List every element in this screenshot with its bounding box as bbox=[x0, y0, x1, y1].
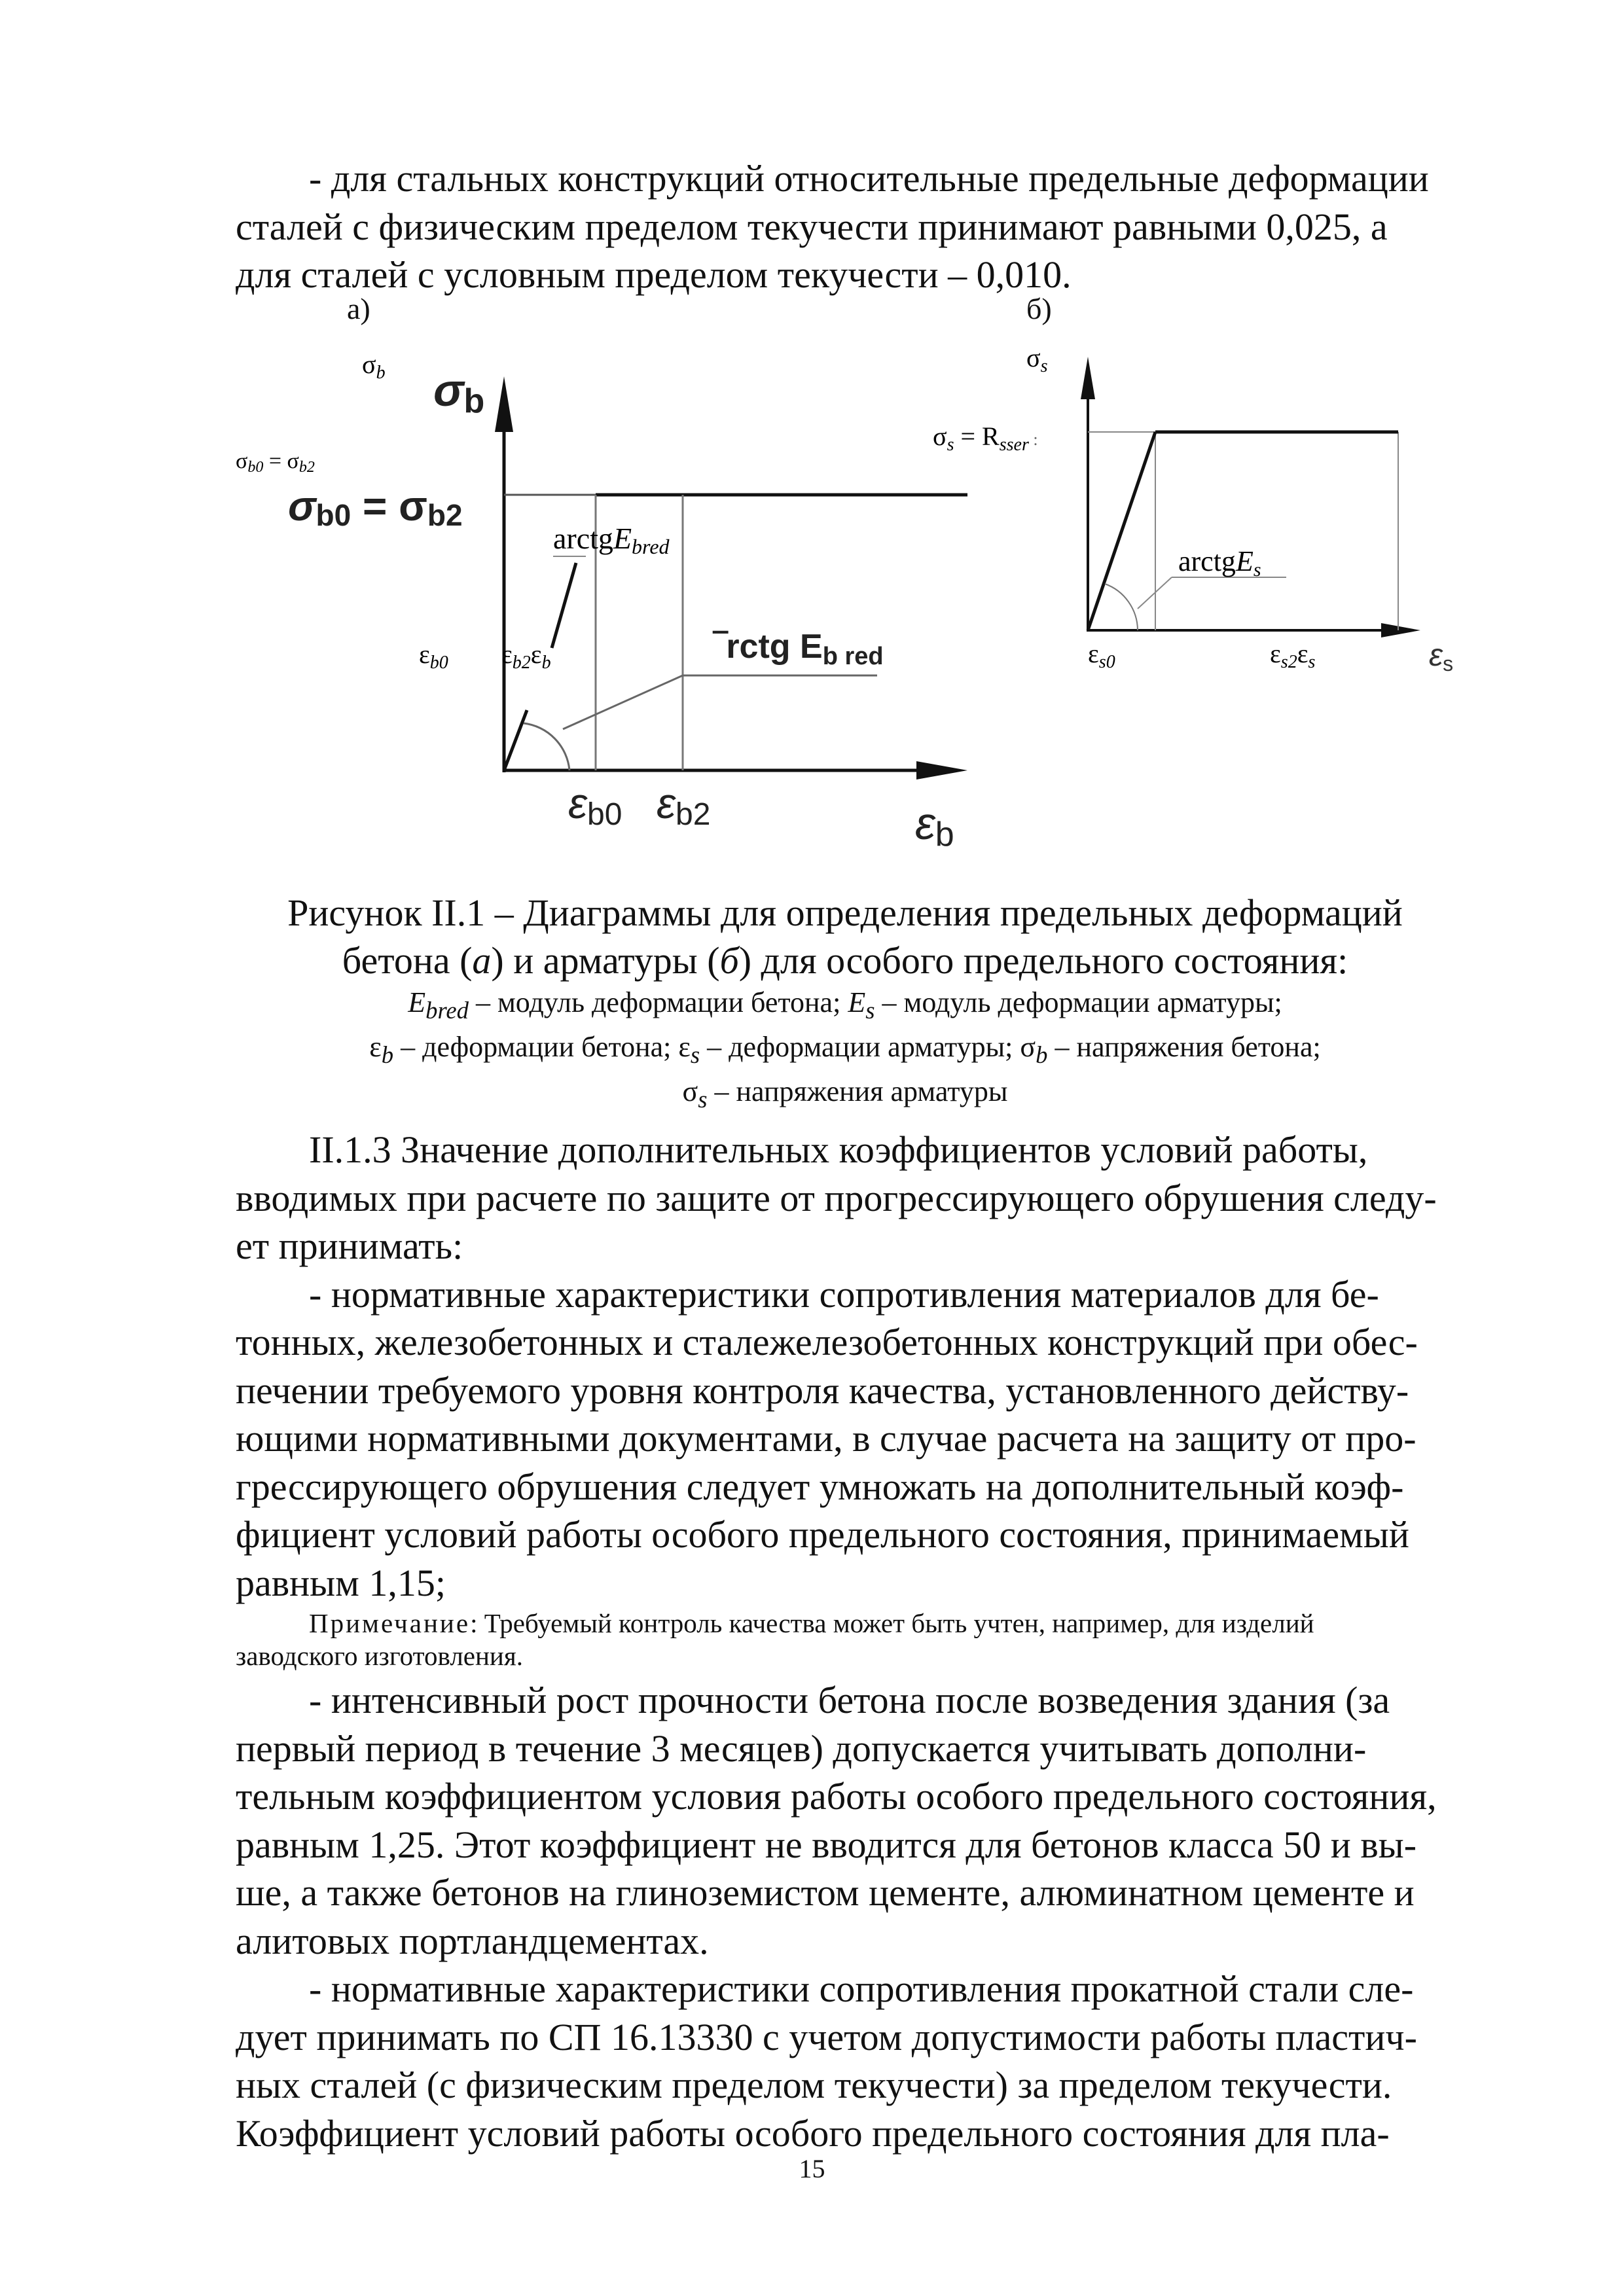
text-line: - нормативные характеристики сопротивления прокатной стали сле- bbox=[309, 1967, 1414, 2010]
figure-diagrams bbox=[0, 340, 1624, 916]
caption-text: бетона ( bbox=[342, 939, 473, 982]
label-sb0-eq-sb2-small: σb0 = σb2 bbox=[236, 449, 315, 476]
text-line: фициент условий работы особого предельного состояния, принимаемый bbox=[236, 1513, 1409, 1556]
legend-text: – модуль деформации арматуры; bbox=[875, 986, 1282, 1018]
note-label: Примечание bbox=[309, 1608, 471, 1638]
caption-text: ) и арматуры ( bbox=[491, 939, 720, 982]
caption-title: Рисунок II.1 – Диаграммы для определения предельных деформаций bbox=[287, 891, 1403, 934]
legend-symbol: σ bbox=[682, 1075, 698, 1107]
legend-text: – напряжения бетона; bbox=[1047, 1030, 1321, 1063]
caption-legend-2 bbox=[236, 1029, 1454, 1073]
text-line: вводимых при расчете по защите от прогрессирующего обрушения следу- bbox=[236, 1176, 1437, 1219]
text-line: дует принимать по СП 16.13330 с учетом допустимости работы пластич- bbox=[236, 2015, 1417, 2058]
diagram-a-y-arrow bbox=[495, 376, 513, 432]
figure-caption bbox=[236, 889, 1454, 1117]
text-line: II.1.3 Значение дополнительных коэффициентов условий работы, bbox=[309, 1128, 1368, 1171]
legend-text: – напряжения арматуры bbox=[707, 1075, 1008, 1107]
figure-label-b: б) bbox=[1026, 292, 1052, 325]
label-eps-b2-big: εb2 bbox=[657, 779, 711, 832]
diagram-b-x-arrow bbox=[1381, 623, 1420, 637]
figure-label-a: а) bbox=[347, 292, 370, 325]
label-eps-b-big: εb bbox=[915, 798, 954, 853]
text-line: тонных, железобетонных и сталежелезобетонных конструкций при обес- bbox=[236, 1321, 1418, 1363]
note-text: : bbox=[470, 1608, 484, 1638]
page-number: 15 bbox=[799, 2154, 825, 2183]
diagram-a-bilinear-rise bbox=[563, 675, 683, 729]
label-eps-s2-eps-s: $\varepsilon_{s2}\varepsilon_s$ bbox=[1270, 639, 1316, 672]
label-eps-s-big: εs bbox=[1429, 638, 1454, 675]
note-line-2: заводского изготовления. bbox=[236, 1641, 523, 1671]
diagram-b bbox=[933, 343, 1453, 675]
text-line: грессирующего обрушения следует умножать на дополнительный коэф- bbox=[236, 1465, 1404, 1508]
paragraph-steel-deformations bbox=[236, 154, 1454, 299]
text-line: - интенсивный рост прочности бетона после возведения здания (за bbox=[309, 1679, 1390, 1721]
text-line: сталей с физическим пределом текучести принимают равными 0,025, а bbox=[236, 205, 1388, 248]
caption-text: б bbox=[719, 939, 739, 982]
label-eps-b2-eps-b-small: $\varepsilon_{b2}\varepsilon_b$ bbox=[501, 639, 551, 673]
label-sigma-s: $\sigma_s$ bbox=[1026, 343, 1048, 376]
diagram-a-steep-upper bbox=[552, 563, 576, 648]
note-text: Требуемый контроль качества может быть учтен, например, для изделий bbox=[484, 1608, 1314, 1638]
body-text bbox=[236, 1126, 1454, 2157]
legend-text: – деформации бетона; ε bbox=[393, 1030, 691, 1063]
text-line: ше, а также бетонов на глиноземистом цементе, алюминатном цементе и bbox=[236, 1871, 1415, 1914]
text-line: первый период в течение 3 месяцев) допускается учитывать дополни- bbox=[236, 1727, 1367, 1770]
legend-symbol: b bbox=[381, 1041, 394, 1068]
text-line: алитовых портландцементах. bbox=[236, 1919, 709, 1962]
label-sb0-eq-sb2-big: σb0 = σb2 bbox=[288, 482, 463, 532]
label-arctg-ebred: arctgEbred bbox=[553, 522, 670, 558]
legend-symbol: E bbox=[848, 986, 866, 1018]
label-arctg-eb-red-big: ‾rctg Eb red bbox=[715, 628, 884, 670]
label-sigma-s-eq-rsser: $\sigma_s = R_{sser}$ : bbox=[933, 422, 1038, 455]
label-eps-b0-small: $\varepsilon_{b0}$ bbox=[419, 639, 448, 673]
text-line: печении требуемого уровня контроля качества, установленного действу- bbox=[236, 1369, 1409, 1412]
legend-symbol: ε bbox=[369, 1030, 382, 1063]
note-line-1 bbox=[236, 1607, 1454, 1640]
label-sigma-b-big: σb bbox=[433, 365, 485, 420]
text-line: ет принимать: bbox=[236, 1225, 463, 1267]
text-line: ющими нормативными документами, в случае расчета на защиту от про- bbox=[236, 1417, 1416, 1460]
label-eps-b0-big: εb0 bbox=[568, 779, 623, 832]
text-line: - для стальных конструкций относительные предельные деформации bbox=[309, 157, 1429, 200]
text-line: ных сталей (с физическим пределом текучести) за пределом текучести. bbox=[236, 2064, 1392, 2106]
legend-symbol: s bbox=[690, 1041, 700, 1068]
diagram-a-x-arrow bbox=[916, 761, 967, 780]
text-line: равным 1,25. Этот коэффициент не вводится для бетонов класса 50 и вы- bbox=[236, 1823, 1417, 1866]
diagram-b-y-arrow bbox=[1081, 357, 1095, 399]
label-sigma-b-small: $\sigma_b$ bbox=[362, 350, 386, 383]
diagram-b-elastic bbox=[1088, 432, 1155, 630]
label-eps-s0: $\varepsilon_{s0}$ bbox=[1088, 639, 1115, 672]
caption-legend-1 bbox=[236, 984, 1454, 1029]
legend-symbol: b bbox=[1036, 1041, 1048, 1068]
text-line: равным 1,15; bbox=[236, 1561, 446, 1604]
caption-text: ) для особого предельного состояния: bbox=[738, 939, 1348, 982]
text-line: тельным коэффициентом условия работы особого предельного состояния, bbox=[236, 1775, 1437, 1818]
legend-symbol: bred bbox=[425, 996, 469, 1024]
diagram-a-steep-lower bbox=[504, 710, 527, 770]
legend-symbol: s bbox=[865, 996, 875, 1024]
legend-symbol: s bbox=[698, 1085, 708, 1113]
caption-text: а bbox=[472, 939, 492, 982]
legend-text: – деформации арматуры; σ bbox=[700, 1030, 1036, 1063]
legend-symbol: E bbox=[408, 986, 426, 1018]
text-line: Коэффициент условий работы особого предельного состояния для пла- bbox=[236, 2111, 1390, 2155]
diagram-a-angle-arc bbox=[524, 723, 569, 770]
text-line: - нормативные характеристики сопротивления материалов для бе- bbox=[309, 1272, 1379, 1316]
text-line: для сталей с условным пределом текучести – 0,010. bbox=[236, 253, 1072, 296]
label-arctg-es: arctgEs bbox=[1178, 545, 1261, 581]
caption-legend-3 bbox=[236, 1073, 1454, 1118]
legend-text: – модуль деформации бетона; bbox=[468, 986, 848, 1018]
diagram-b-angle-arc bbox=[1105, 584, 1138, 630]
caption-subtitle bbox=[236, 937, 1454, 984]
diagram-a bbox=[236, 350, 967, 853]
